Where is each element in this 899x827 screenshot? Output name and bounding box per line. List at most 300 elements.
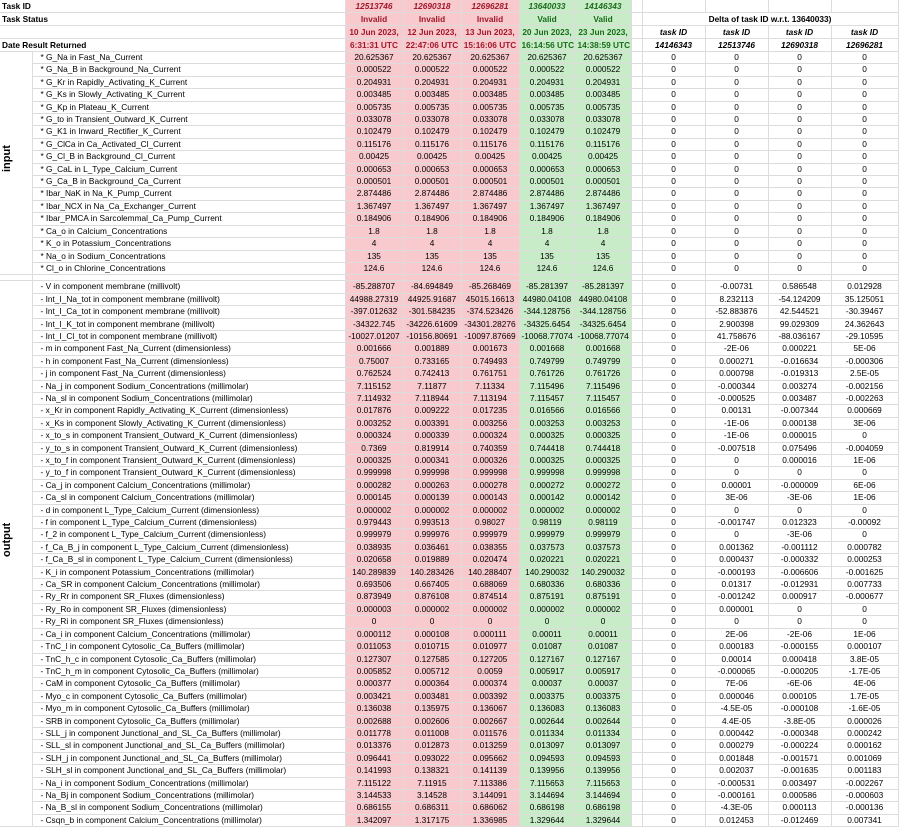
value-cell[interactable]: 0.141993 — [345, 765, 403, 777]
value-cell[interactable]: 7.118944 — [403, 392, 461, 404]
value-cell[interactable]: 7.113194 — [461, 392, 519, 404]
value-cell[interactable]: 124.6 — [403, 262, 461, 274]
delta-cell[interactable]: 0 — [642, 238, 705, 250]
delta-cell[interactable]: 0.001183 — [831, 765, 898, 777]
variable-name-cell[interactable]: - Ca_i in component Calcium_Concentrations (millimolar) — [32, 628, 345, 640]
delta-cell[interactable]: 0 — [642, 703, 705, 715]
value-cell[interactable]: 0.102479 — [519, 126, 575, 138]
delta-cell[interactable]: 2.900398 — [705, 318, 768, 330]
delta-cell[interactable]: 0.000242 — [831, 727, 898, 739]
value-cell[interactable]: 0.003485 — [345, 89, 403, 101]
value-cell[interactable]: 0.819914 — [403, 442, 461, 454]
delta-cell[interactable]: 0.000798 — [705, 368, 768, 380]
value-cell[interactable]: -85.281397 — [575, 281, 631, 293]
variable-name-cell[interactable]: - Ry_Rr in component SR_Fluxes (dimensionless) — [32, 591, 345, 603]
value-cell[interactable]: 0.742413 — [403, 368, 461, 380]
value-cell[interactable]: 0.999998 — [461, 467, 519, 479]
delta-cell[interactable]: -0.000009 — [768, 479, 831, 491]
value-cell[interactable]: 0.013097 — [575, 740, 631, 752]
value-cell[interactable]: 0.875191 — [519, 591, 575, 603]
delta-cell[interactable]: 0 — [705, 262, 768, 274]
value-cell[interactable]: 0.136038 — [345, 703, 403, 715]
value-cell[interactable]: 2.874486 — [345, 188, 403, 200]
delta-cell[interactable]: 0.075496 — [768, 442, 831, 454]
empty-cell[interactable] — [631, 343, 642, 355]
delta-cell[interactable]: 0.003487 — [768, 392, 831, 404]
empty-cell[interactable] — [631, 802, 642, 814]
empty-cell[interactable] — [631, 789, 642, 801]
value-cell[interactable]: 0.102479 — [461, 126, 519, 138]
delta-cell[interactable]: 0 — [831, 151, 898, 163]
value-cell[interactable]: 0.999998 — [345, 467, 403, 479]
empty-cell[interactable] — [631, 151, 642, 163]
delta-cell[interactable]: 0 — [642, 579, 705, 591]
empty-cell[interactable] — [631, 188, 642, 200]
empty-cell[interactable] — [631, 0, 642, 13]
value-cell[interactable]: 1.329644 — [575, 814, 631, 826]
empty-cell[interactable] — [631, 765, 642, 777]
delta-cell[interactable]: -88.036167 — [768, 330, 831, 342]
delta-cell[interactable]: 0 — [642, 665, 705, 677]
value-cell[interactable]: 135 — [575, 250, 631, 262]
delta-cell[interactable]: 0 — [705, 504, 768, 516]
empty-cell[interactable] — [631, 238, 642, 250]
delta-cell[interactable]: 0.003497 — [768, 777, 831, 789]
delta-cell[interactable]: 0.000271 — [705, 355, 768, 367]
delta-cell[interactable]: 0 — [642, 262, 705, 274]
delta-cell[interactable]: -0.00731 — [705, 281, 768, 293]
empty-cell[interactable] — [631, 318, 642, 330]
delta-cell[interactable]: 0 — [642, 554, 705, 566]
variable-name-cell[interactable]: - SRB in component Cytosolic_Ca_Buffers (millimolar) — [32, 715, 345, 727]
delta-cell[interactable]: 0 — [831, 238, 898, 250]
task-status-cell[interactable]: Invalid — [403, 13, 461, 26]
delta-cell[interactable]: 0 — [831, 250, 898, 262]
delta-cell[interactable]: 0 — [831, 138, 898, 150]
value-cell[interactable]: -85.288707 — [345, 281, 403, 293]
delta-cell[interactable]: 0.012928 — [831, 281, 898, 293]
delta-cell[interactable]: 0 — [642, 541, 705, 553]
variable-name-cell[interactable]: * G_Na_B in Background_Na_Current — [32, 64, 345, 76]
variable-name-cell[interactable]: - x_to_f in component Transient_Outward_K_Current (dimensionless) — [32, 455, 345, 467]
empty-cell[interactable] — [631, 138, 642, 150]
value-cell[interactable]: 0.000522 — [519, 64, 575, 76]
value-cell[interactable]: 0.011053 — [345, 641, 403, 653]
variable-name-cell[interactable]: * G_Ks in Slowly_Activating_K_Current — [32, 89, 345, 101]
value-cell[interactable]: 0.037573 — [575, 541, 631, 553]
value-cell[interactable]: 0.000501 — [575, 176, 631, 188]
value-cell[interactable]: 0.688069 — [461, 579, 519, 591]
value-cell[interactable]: 0.115176 — [575, 138, 631, 150]
value-cell[interactable]: 3.144694 — [575, 789, 631, 801]
empty-cell[interactable] — [631, 715, 642, 727]
value-cell[interactable]: 20.625367 — [519, 52, 575, 64]
delta-cell[interactable]: 0 — [642, 188, 705, 200]
delta-cell[interactable]: -0.000332 — [768, 554, 831, 566]
variable-name-cell[interactable]: - Csqn_b in component Calcium_Concentrations (millimolar) — [32, 814, 345, 826]
value-cell[interactable]: 44980.04108 — [519, 293, 575, 305]
value-cell[interactable]: 0.000324 — [345, 430, 403, 442]
value-cell[interactable]: 0.761751 — [461, 368, 519, 380]
value-cell[interactable]: 7.115496 — [519, 380, 575, 392]
delta-cell[interactable]: -0.001242 — [705, 591, 768, 603]
delta-head[interactable]: task ID — [768, 26, 831, 39]
value-cell[interactable]: 0.139956 — [575, 765, 631, 777]
variable-name-cell[interactable]: - d in component L_Type_Calcium_Current (dimensionless) — [32, 504, 345, 516]
value-cell[interactable]: 0.033078 — [403, 114, 461, 126]
value-cell[interactable]: 44925.91687 — [403, 293, 461, 305]
empty-cell[interactable] — [631, 529, 642, 541]
value-cell[interactable]: 0.001668 — [519, 343, 575, 355]
value-cell[interactable]: 0.686198 — [519, 802, 575, 814]
delta-cell[interactable]: 0 — [642, 653, 705, 665]
empty-cell[interactable] — [642, 0, 705, 13]
empty-cell[interactable] — [631, 76, 642, 88]
value-cell[interactable]: 7.115457 — [575, 392, 631, 404]
value-cell[interactable]: 2.874486 — [403, 188, 461, 200]
variable-name-cell[interactable]: - SLL_sl in component Junctional_and_SL_Ca_Buffers (millimolar) — [32, 740, 345, 752]
value-cell[interactable]: 140.288407 — [461, 566, 519, 578]
value-cell[interactable]: 1.329644 — [519, 814, 575, 826]
empty-cell[interactable] — [631, 678, 642, 690]
delta-cell[interactable]: 0.000442 — [705, 727, 768, 739]
delta-cell[interactable]: -54.124209 — [768, 293, 831, 305]
value-cell[interactable]: 0.016566 — [519, 405, 575, 417]
value-cell[interactable]: 0.102479 — [345, 126, 403, 138]
value-cell[interactable]: 0.020474 — [461, 554, 519, 566]
empty-cell[interactable] — [631, 380, 642, 392]
delta-cell[interactable]: -1E-06 — [705, 417, 768, 429]
value-cell[interactable]: 0.00011 — [575, 628, 631, 640]
value-cell[interactable]: 0.686311 — [403, 802, 461, 814]
delta-cell[interactable]: 0 — [705, 467, 768, 479]
value-cell[interactable]: 0.7369 — [345, 442, 403, 454]
value-cell[interactable]: 0.999979 — [575, 529, 631, 541]
value-cell[interactable]: 20.625367 — [403, 52, 461, 64]
value-cell[interactable]: 2.874486 — [461, 188, 519, 200]
value-cell[interactable]: 0.98119 — [575, 517, 631, 529]
delta-cell[interactable]: -0.002267 — [831, 777, 898, 789]
delta-cell[interactable]: 0 — [768, 101, 831, 113]
variable-name-cell[interactable]: - TnC_h_m in component Cytosolic_Ca_Buffers (millimolar) — [32, 665, 345, 677]
variable-name-cell[interactable]: - f_2 in component L_Type_Calcium_Current (dimensionless) — [32, 529, 345, 541]
value-cell[interactable]: 4 — [403, 238, 461, 250]
value-cell[interactable]: 0.000653 — [575, 163, 631, 175]
value-cell[interactable]: 4 — [575, 238, 631, 250]
value-cell[interactable]: 0.000002 — [461, 504, 519, 516]
delta-cell[interactable]: 0 — [642, 380, 705, 392]
value-cell[interactable]: 0.019889 — [403, 554, 461, 566]
delta-cell[interactable]: -0.001635 — [768, 765, 831, 777]
delta-cell[interactable]: 0 — [642, 126, 705, 138]
value-cell[interactable]: 0.000142 — [575, 492, 631, 504]
variable-name-cell[interactable]: - Ca_j in component Calcium_Concentrations (millimolar) — [32, 479, 345, 491]
value-cell[interactable]: 0.033078 — [345, 114, 403, 126]
delta-cell[interactable]: 0 — [642, 293, 705, 305]
task-status-cell[interactable]: Invalid — [345, 13, 403, 26]
value-cell[interactable]: 0.003375 — [575, 690, 631, 702]
value-cell[interactable]: 0.000325 — [575, 430, 631, 442]
empty-cell[interactable] — [631, 690, 642, 702]
delta-cell[interactable]: 0 — [642, 455, 705, 467]
empty-cell[interactable] — [631, 479, 642, 491]
empty-cell[interactable] — [631, 114, 642, 126]
value-cell[interactable]: 0.00425 — [519, 151, 575, 163]
value-cell[interactable]: 7.115152 — [345, 380, 403, 392]
variable-name-cell[interactable]: - Na_sl in component Sodium_Concentrations (millimolar) — [32, 392, 345, 404]
value-cell[interactable]: 0.204931 — [575, 76, 631, 88]
delta-cell[interactable]: 0 — [705, 64, 768, 76]
value-cell[interactable]: 0.744418 — [575, 442, 631, 454]
task-id-cell[interactable]: 13640033 — [519, 0, 575, 13]
time-cell[interactable]: 6:31:31 UTC — [345, 39, 403, 52]
value-cell[interactable]: 0.017876 — [345, 405, 403, 417]
delta-cell[interactable]: 0 — [831, 188, 898, 200]
value-cell[interactable]: 0.003256 — [461, 417, 519, 429]
delta-cell[interactable]: 0 — [705, 213, 768, 225]
value-cell[interactable]: 0.874514 — [461, 591, 519, 603]
value-cell[interactable]: 124.6 — [345, 262, 403, 274]
value-cell[interactable]: 7.115653 — [575, 777, 631, 789]
value-cell[interactable]: 0.686155 — [345, 802, 403, 814]
value-cell[interactable]: 0.01087 — [575, 641, 631, 653]
value-cell[interactable]: 3.144694 — [519, 789, 575, 801]
value-cell[interactable]: 7.113386 — [461, 777, 519, 789]
variable-name-cell[interactable]: - Ca_SR in component Calcium_Concentrations (millimolar) — [32, 579, 345, 591]
delta-cell[interactable]: 0.01317 — [705, 579, 768, 591]
delta-cell[interactable]: 0.000437 — [705, 554, 768, 566]
value-cell[interactable]: 0.000653 — [403, 163, 461, 175]
empty-cell[interactable] — [631, 628, 642, 640]
value-cell[interactable]: 1.367497 — [575, 200, 631, 212]
empty-cell[interactable] — [631, 554, 642, 566]
empty-cell[interactable] — [631, 752, 642, 764]
delta-cell[interactable]: -0.001625 — [831, 566, 898, 578]
delta-cell[interactable]: 0 — [642, 417, 705, 429]
delta-cell[interactable]: 0 — [705, 616, 768, 628]
delta-cell[interactable]: -0.002156 — [831, 380, 898, 392]
value-cell[interactable]: 0.00037 — [519, 678, 575, 690]
time-cell[interactable]: 15:16:06 UTC — [461, 39, 519, 52]
delta-cell[interactable]: -2E-06 — [705, 343, 768, 355]
value-cell[interactable]: 0.017235 — [461, 405, 519, 417]
value-cell[interactable]: 0.999976 — [403, 529, 461, 541]
value-cell[interactable]: 0.000522 — [575, 64, 631, 76]
value-cell[interactable]: 140.290032 — [575, 566, 631, 578]
variable-name-cell[interactable]: - Na_Bj in component Sodium_Concentrations (millimolar) — [32, 789, 345, 801]
delta-cell[interactable]: 0 — [831, 430, 898, 442]
delta-head-id[interactable]: 12690318 — [768, 39, 831, 52]
delta-cell[interactable]: 0 — [768, 262, 831, 274]
delta-cell[interactable]: 0 — [768, 64, 831, 76]
value-cell[interactable]: 0.999979 — [345, 529, 403, 541]
variable-name-cell[interactable]: - CaM in component Cytosolic_Ca_Buffers (millimolar) — [32, 678, 345, 690]
value-cell[interactable]: 0.001889 — [403, 343, 461, 355]
variable-name-cell[interactable]: - Ry_Ri in component SR_Fluxes (dimensionless) — [32, 616, 345, 628]
value-cell[interactable]: 0.204931 — [345, 76, 403, 88]
empty-cell[interactable] — [631, 727, 642, 739]
value-cell[interactable]: 0.00425 — [575, 151, 631, 163]
value-cell[interactable]: 0.003253 — [575, 417, 631, 429]
value-cell[interactable]: 0.003375 — [519, 690, 575, 702]
delta-cell[interactable]: 0.000138 — [768, 417, 831, 429]
delta-cell[interactable]: -29.10595 — [831, 330, 898, 342]
empty-cell[interactable] — [768, 0, 831, 13]
delta-head-id[interactable]: 12696281 — [831, 39, 898, 52]
value-cell[interactable]: 0.999979 — [461, 529, 519, 541]
value-cell[interactable]: -344.128756 — [575, 306, 631, 318]
delta-cell[interactable]: 0.000046 — [705, 690, 768, 702]
delta-cell[interactable]: 0 — [642, 616, 705, 628]
value-cell[interactable]: 0.000339 — [403, 430, 461, 442]
delta-cell[interactable]: 0.002037 — [705, 765, 768, 777]
delta-cell[interactable]: 0.003274 — [768, 380, 831, 392]
delta-cell[interactable]: 0 — [705, 76, 768, 88]
value-cell[interactable]: 0.000324 — [461, 430, 519, 442]
value-cell[interactable]: 0.000377 — [345, 678, 403, 690]
delta-cell[interactable]: 0.000105 — [768, 690, 831, 702]
delta-cell[interactable]: 0.012453 — [705, 814, 768, 826]
empty-cell[interactable] — [831, 0, 898, 13]
value-cell[interactable]: 0.094593 — [519, 752, 575, 764]
delta-cell[interactable]: 0.000162 — [831, 740, 898, 752]
delta-cell[interactable]: 0 — [642, 789, 705, 801]
delta-cell[interactable]: 0.001362 — [705, 541, 768, 553]
delta-cell[interactable]: 0 — [831, 504, 898, 516]
value-cell[interactable]: 140.289839 — [345, 566, 403, 578]
delta-cell[interactable]: 0.000015 — [768, 430, 831, 442]
variable-name-cell[interactable]: - m in component Fast_Na_Current (dimensionless) — [32, 343, 345, 355]
value-cell[interactable]: 0.686198 — [575, 802, 631, 814]
delta-cell[interactable]: 0 — [831, 89, 898, 101]
delta-cell[interactable]: 0 — [768, 114, 831, 126]
value-cell[interactable]: 0.010977 — [461, 641, 519, 653]
delta-cell[interactable]: -1.7E-05 — [831, 665, 898, 677]
value-cell[interactable]: 0.127307 — [345, 653, 403, 665]
variable-name-cell[interactable]: - f_Ca_B_sl in component L_Type_Calcium_Current (dimensionless) — [32, 554, 345, 566]
delta-cell[interactable]: 0 — [831, 101, 898, 113]
variable-name-cell[interactable]: * Ibar_NCX in Na_Ca_Exchanger_Current — [32, 200, 345, 212]
delta-cell[interactable]: 0 — [768, 188, 831, 200]
empty-cell[interactable] — [631, 703, 642, 715]
delta-cell[interactable]: 0 — [642, 690, 705, 702]
delta-cell[interactable]: 0 — [642, 603, 705, 615]
value-cell[interactable]: 7.11915 — [403, 777, 461, 789]
value-cell[interactable]: 0.000145 — [345, 492, 403, 504]
delta-cell[interactable]: -0.000525 — [705, 392, 768, 404]
delta-cell[interactable]: 0 — [705, 176, 768, 188]
value-cell[interactable]: 0.033078 — [519, 114, 575, 126]
empty-cell[interactable] — [631, 517, 642, 529]
value-cell[interactable]: 7.115496 — [575, 380, 631, 392]
value-cell[interactable]: 0.000501 — [403, 176, 461, 188]
delta-cell[interactable]: 0 — [831, 176, 898, 188]
empty-cell[interactable] — [705, 0, 768, 13]
variable-name-cell[interactable]: - j in component Fast_Na_Current (dimensionless) — [32, 368, 345, 380]
delta-cell[interactable]: 0 — [705, 114, 768, 126]
delta-cell[interactable]: 0 — [642, 678, 705, 690]
value-cell[interactable]: 0.98027 — [461, 517, 519, 529]
date-cell[interactable]: 20 Jun 2023, — [519, 26, 575, 39]
delta-cell[interactable]: 0 — [768, 138, 831, 150]
value-cell[interactable]: 0.749799 — [575, 355, 631, 367]
delta-cell[interactable]: 0 — [705, 151, 768, 163]
value-cell[interactable]: 0.000108 — [403, 628, 461, 640]
delta-cell[interactable]: -3E-06 — [768, 492, 831, 504]
value-cell[interactable]: -10068.77074 — [575, 330, 631, 342]
value-cell[interactable]: 0.000325 — [575, 455, 631, 467]
date-cell[interactable]: 10 Jun 2023, — [345, 26, 403, 39]
value-cell[interactable]: 0.875191 — [575, 591, 631, 603]
value-cell[interactable]: 0.011778 — [345, 727, 403, 739]
value-cell[interactable]: 0.013259 — [461, 740, 519, 752]
value-cell[interactable]: 0.184906 — [461, 213, 519, 225]
value-cell[interactable]: 0.094593 — [575, 752, 631, 764]
delta-cell[interactable]: -0.000136 — [831, 802, 898, 814]
value-cell[interactable]: 0.036461 — [403, 541, 461, 553]
empty-cell[interactable] — [631, 455, 642, 467]
output-section-label-cell[interactable] — [0, 281, 32, 827]
value-cell[interactable]: 0.749493 — [461, 355, 519, 367]
value-cell[interactable]: 0.00425 — [345, 151, 403, 163]
variable-name-cell[interactable]: * G_K1 in Inward_Rectifier_K_Current — [32, 126, 345, 138]
value-cell[interactable]: 0 — [461, 616, 519, 628]
delta-head-id[interactable]: 12513746 — [705, 39, 768, 52]
value-cell[interactable]: 0.115176 — [345, 138, 403, 150]
value-cell[interactable]: 0.000002 — [403, 504, 461, 516]
empty-cell[interactable] — [631, 566, 642, 578]
delta-cell[interactable]: 0 — [831, 262, 898, 274]
delta-cell[interactable]: 0 — [831, 163, 898, 175]
delta-cell[interactable]: 0 — [642, 727, 705, 739]
delta-cell[interactable]: 0 — [705, 52, 768, 64]
delta-cell[interactable]: 0.000001 — [705, 603, 768, 615]
delta-cell[interactable]: -0.000065 — [705, 665, 768, 677]
empty-cell[interactable] — [631, 591, 642, 603]
empty-cell[interactable] — [631, 281, 642, 293]
value-cell[interactable]: 0.000002 — [575, 504, 631, 516]
value-cell[interactable]: 7.115653 — [519, 777, 575, 789]
value-cell[interactable]: 0.002644 — [519, 715, 575, 727]
value-cell[interactable]: 0.005735 — [461, 101, 519, 113]
delta-cell[interactable]: -6E-06 — [768, 678, 831, 690]
delta-cell[interactable]: 0 — [705, 101, 768, 113]
delta-cell[interactable]: 0 — [831, 200, 898, 212]
variable-name-cell[interactable]: - Int_I_K_tot in component membrane (millivolt) — [32, 318, 345, 330]
delta-cell[interactable]: 0 — [642, 225, 705, 237]
value-cell[interactable]: 0.000326 — [461, 455, 519, 467]
delta-cell[interactable]: 0 — [831, 126, 898, 138]
delta-cell[interactable]: 7E-06 — [705, 678, 768, 690]
value-cell[interactable]: 0.184906 — [403, 213, 461, 225]
value-cell[interactable]: 2.874486 — [575, 188, 631, 200]
task-id-cell[interactable]: 12696281 — [461, 0, 519, 13]
value-cell[interactable]: 0.127167 — [575, 653, 631, 665]
value-cell[interactable]: 0.000653 — [345, 163, 403, 175]
delta-cell[interactable]: 0 — [642, 442, 705, 454]
delta-cell[interactable]: 1E-06 — [831, 492, 898, 504]
value-cell[interactable]: 140.290032 — [519, 566, 575, 578]
value-cell[interactable]: 0.98119 — [519, 517, 575, 529]
delta-cell[interactable]: 0.007341 — [831, 814, 898, 826]
delta-cell[interactable]: 6E-06 — [831, 479, 898, 491]
value-cell[interactable]: 0.011576 — [461, 727, 519, 739]
variable-name-cell[interactable]: * G_CaL in L_Type_Calcium_Current — [32, 163, 345, 175]
empty-cell[interactable] — [631, 442, 642, 454]
value-cell[interactable]: 1.8 — [461, 225, 519, 237]
empty-cell[interactable] — [631, 64, 642, 76]
delta-cell[interactable]: 42.544521 — [768, 306, 831, 318]
